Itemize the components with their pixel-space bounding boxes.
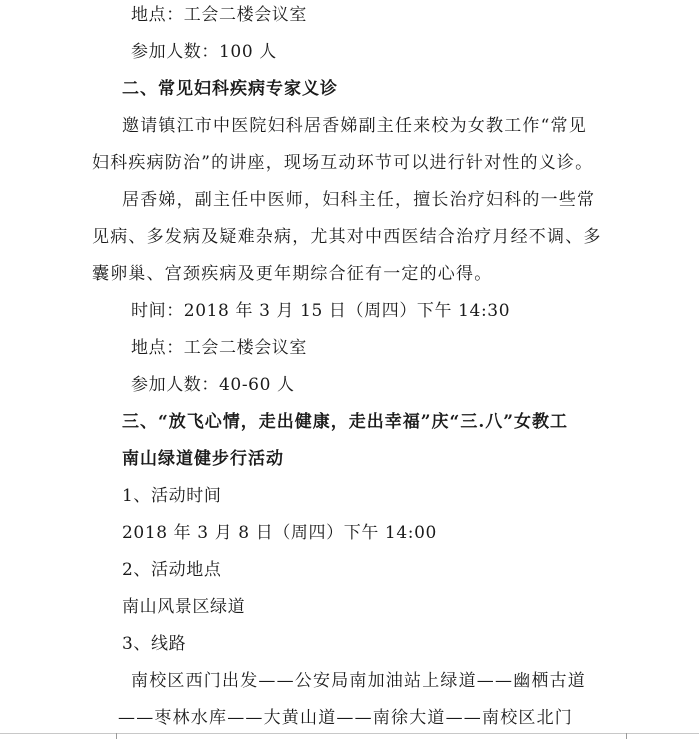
paragraph-line: 邀请镇江市中医院妇科居香娣副主任来校为女教工作“常见 xyxy=(122,116,587,136)
attendees-line-1: 参加人数：100 人 xyxy=(131,42,277,62)
paragraph-line: 囊卵巢、宫颈疾病及更年期综合征有一定的心得。 xyxy=(92,264,493,284)
route-line: 南校区西门出发——公安局南加油站上绿道——幽栖古道 xyxy=(131,671,586,691)
time-line-2: 时间：2018 年 3 月 15 日（周四）下午 14:30 xyxy=(131,301,511,321)
paragraph-line: 妇科疾病防治”的讲座，现场互动环节可以进行针对性的义诊。 xyxy=(92,153,594,173)
item-heading: 2、活动地点 xyxy=(122,560,222,580)
margin-corner-mark xyxy=(116,733,117,739)
margin-corner-mark xyxy=(626,733,627,739)
paragraph-line: 居香娣，副主任中医师，妇科主任，擅长治疗妇科的一些常 xyxy=(122,190,596,210)
attendees-line-2: 参加人数：40-60 人 xyxy=(131,375,295,395)
venue-line-2: 地点：工会二楼会议室 xyxy=(131,338,307,358)
activity-time: 2018 年 3 月 8 日（周四）下午 14:00 xyxy=(122,523,437,543)
page-bottom-rule xyxy=(0,733,699,734)
item-heading: 3、线路 xyxy=(122,634,187,654)
section-heading-3: 三、“放飞心情，走出健康，走出幸福”庆“三.八”女教工 xyxy=(122,412,569,432)
item-heading: 1、活动时间 xyxy=(122,486,222,506)
section-heading-3-cont: 南山绿道健步行活动 xyxy=(122,449,284,469)
route-line: ——枣林水库——大黄山道——南徐大道——南校区北门 xyxy=(118,708,573,728)
section-heading-2: 二、常见妇科疾病专家义诊 xyxy=(122,79,338,99)
venue-line-1: 地点：工会二楼会议室 xyxy=(131,5,307,25)
activity-location: 南山风景区绿道 xyxy=(122,597,246,617)
paragraph-line: 见病、多发病及疑难杂病，尤其对中西医结合治疗月经不调、多 xyxy=(92,227,602,247)
